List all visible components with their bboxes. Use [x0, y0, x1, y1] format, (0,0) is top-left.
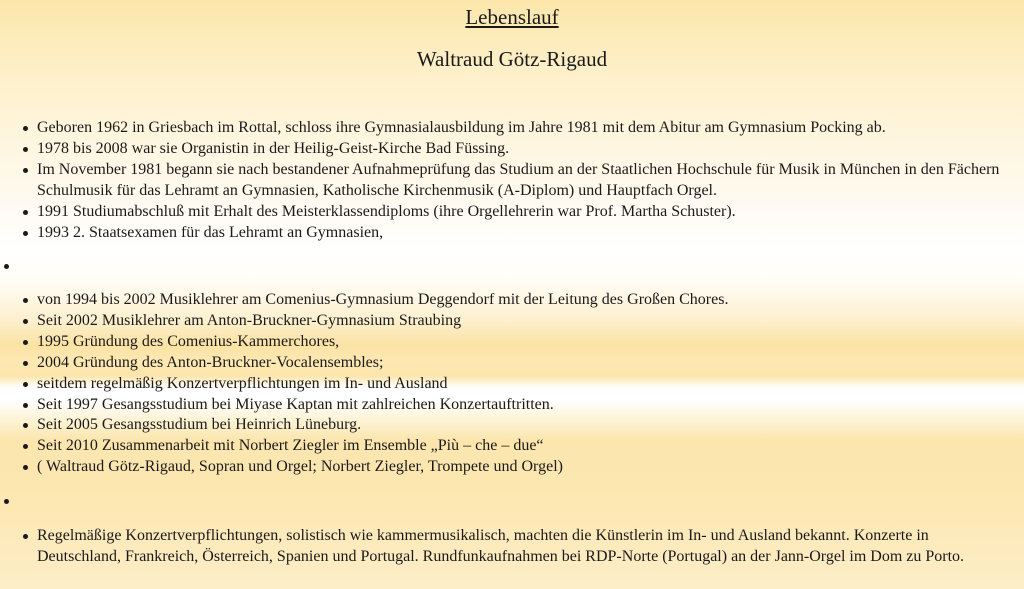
list-item: Regelmäßige Konzertverpflichtungen, solistisch wie kammermusikalisch, machten die Künstlerin im In- und Ausland bekannt. Konzerte in Deutschland, Frankreich, Österreich, Spanien und Portugal. Rundfunkaufnahmen bei RDP-Norte (Portugal) an der Jann-Orgel im Dom zu Porto.: [0, 526, 1024, 568]
biography-list-concerts: [0, 526, 1024, 568]
list-item: 1978 bis 2008 war sie Organistin in der Heilig-Geist-Kirche Bad Füssing.: [0, 139, 1024, 160]
list-item: Seit 2005 Gesangsstudium bei Heinrich Lüneburg.: [0, 415, 1024, 436]
list-item: Seit 2002 Musiklehrer am Anton-Bruckner-Gymnasium Straubing: [0, 311, 1024, 332]
list-item: Geboren 1962 in Griesbach im Rottal, schloss ihre Gymnasialausbildung im Jahre 1981 mit dem Abitur am Gymnasium Pocking ab.: [0, 118, 1024, 139]
list-item: Im November 1981 begann sie nach bestandener Aufnahmeprüfung das Studium an der Staatlichen Hochschule für Musik in München in den Fächern Schulmusik für das Lehramt an Gymnasien, Katholische Kirchenmusik (A-Diplom) und Hauptfach Orgel.: [0, 160, 1024, 202]
empty-bullet: [4, 264, 9, 269]
list-item: 1993 2. Staatsexamen für das Lehramt an Gymnasien,: [0, 223, 1024, 244]
biography-list-career: [0, 290, 1024, 478]
list-item: von 1994 bis 2002 Musiklehrer am Comenius-Gymnasium Deggendorf mit der Leitung des Großen Chores.: [0, 290, 1024, 311]
person-name: Waltraud Götz-Rigaud: [416, 47, 608, 71]
list-item: Seit 2010 Zusammenarbeit mit Norbert Ziegler im Ensemble „Più – che – due“: [0, 436, 1024, 457]
list-item: 1995 Gründung des Comenius-Kammerchores,: [0, 332, 1024, 353]
biography-list-education: [0, 118, 1024, 243]
page-title: Lebenslauf: [465, 5, 559, 29]
list-item: 2004 Gründung des Anton-Bruckner-Vocalensembles;: [0, 353, 1024, 374]
empty-bullet: [4, 499, 9, 504]
list-item: seitdem regelmäßig Konzertverpflichtungen im In- und Ausland: [0, 374, 1024, 395]
list-item: ( Waltraud Götz-Rigaud, Sopran und Orgel; Norbert Ziegler, Trompete und Orgel): [0, 457, 1024, 478]
list-item: 1991 Studiumabschluß mit Erhalt des Meisterklassendiploms (ihre Orgellehrerin war Prof. Martha Schuster).: [0, 202, 1024, 223]
list-item: Seit 1997 Gesangsstudium bei Miyase Kaptan mit zahlreichen Konzertauftritten.: [0, 395, 1024, 416]
